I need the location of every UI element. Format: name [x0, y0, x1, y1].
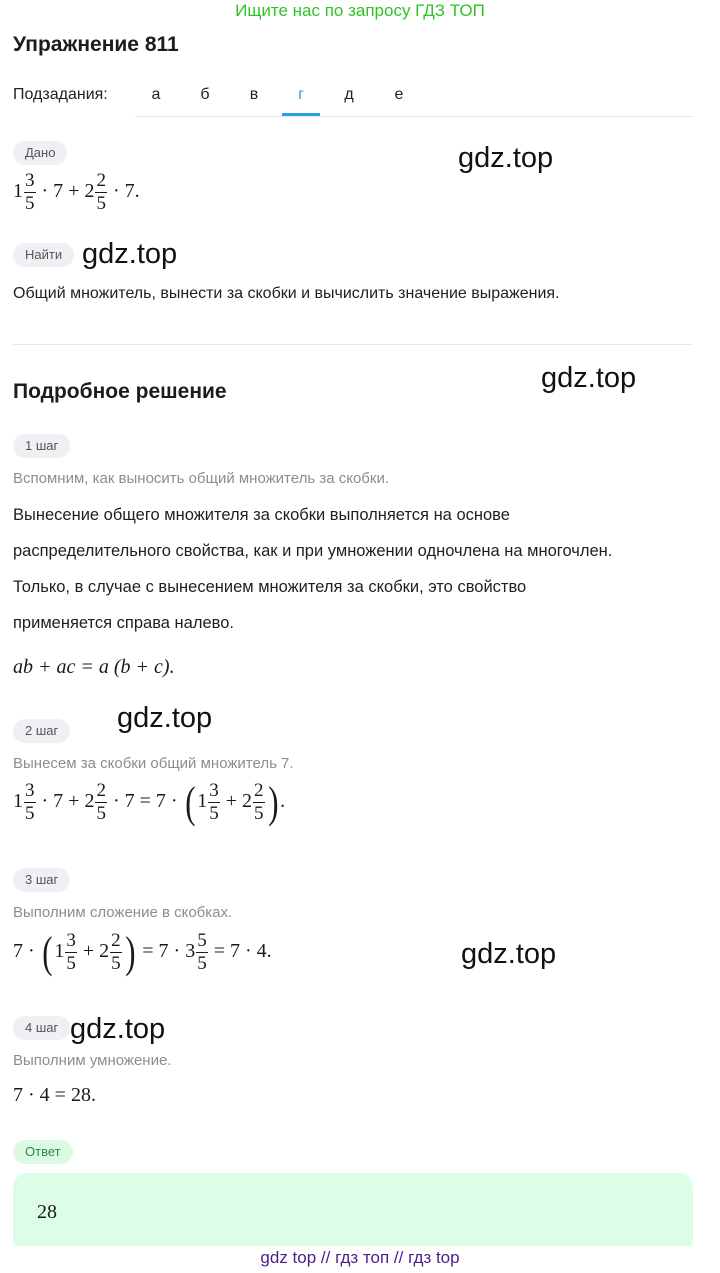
step-2-badge: 2 шаг [13, 719, 70, 743]
watermark: gdz.top [117, 702, 213, 734]
tab-a[interactable]: а [151, 86, 161, 103]
step-3-formula: 7 · ( 1 $\frac{3}{5}$ + 2 $\frac{2}{5}$ ) = 7 · 3 $\frac{5}{5}$ = 7 · 4. [13, 927, 272, 977]
given-fraction-1 [24, 170, 36, 215]
step-3-badge: 3 шаг [13, 868, 70, 892]
find-text: Общий множитель, вынести за скобки и вычислить значение выражения. [13, 285, 560, 302]
step-1-explanation [13, 497, 713, 641]
tab-b[interactable]: б [200, 86, 210, 103]
watermark: gdz.top [458, 142, 554, 174]
page-title: Упражнение 811 [13, 33, 179, 56]
answer-box [13, 1173, 693, 1253]
step-1-line-4: применяется справа налево. [13, 614, 234, 632]
given-fraction-2 [95, 170, 107, 215]
find-badge: Найти [13, 243, 74, 267]
given-fraction-1-num: 3 [25, 170, 35, 191]
active-tab-indicator [282, 113, 320, 116]
step-4-hint: Выполним умножение. [13, 1052, 172, 1069]
subtasks-label: Подзадания: [13, 86, 108, 103]
answer-badge: Ответ [13, 1140, 73, 1164]
watermark: gdz.top [461, 938, 557, 970]
tab-v[interactable]: в [249, 86, 259, 103]
given-fraction-1-den: 5 [25, 193, 35, 214]
step-3-hint: Выполним сложение в скобках. [13, 904, 233, 921]
tab-g[interactable]: г [298, 86, 304, 103]
step-1-line-3: Только, в случае с вынесением множителя за скобки, это свойство [13, 578, 527, 596]
step-1-line-2: распределительного свойства, как и при умножении одночлена на многочлен. [13, 542, 613, 560]
watermark: gdz.top [541, 362, 637, 394]
watermark: gdz.top [70, 1013, 166, 1045]
footer-links[interactable]: gdz top // гдз топ // гдз top [0, 1246, 720, 1273]
given-fraction-2-den: 5 [96, 193, 106, 214]
tab-e[interactable]: е [394, 86, 404, 103]
step-2-hint: Вынесем за скобки общий множитель 7. [13, 755, 294, 772]
step-1-line-1: Вынесение общего множителя за скобки выполняется на основе [13, 506, 510, 524]
step-1-formula: ab + ac = a (b + c). [13, 656, 175, 678]
step-4-badge: 4 шаг [13, 1016, 70, 1040]
step-4-formula: 7 · 4 = 28. [13, 1084, 96, 1106]
watermark: gdz.top [82, 238, 178, 270]
given-whole-1: 1 [13, 180, 23, 203]
given-badge: Дано [13, 141, 67, 165]
given-op: · 7 + 2 [41, 180, 95, 203]
step-2-formula: 1 $\frac{3}{5}$ · 7 + 2 $\frac{2}{5}$ · 7 = 7 · ( 1 $\frac{3}{5}$ + 2 $\frac{2}{5}$ ) . [13, 777, 286, 827]
given-expression [13, 170, 140, 215]
subtasks-tabs [135, 80, 692, 117]
step-1-hint: Вспомним, как выносить общий множитель за скобки. [13, 470, 389, 487]
solution-title: Подробное решение [13, 380, 227, 403]
given-fraction-2-num: 2 [96, 170, 106, 191]
step-1-badge: 1 шаг [13, 434, 70, 458]
tab-d[interactable]: д [344, 86, 354, 103]
answer-value: 28 [37, 1201, 57, 1223]
promo-banner[interactable]: Ищите нас по запросу ГДЗ ТОП [235, 1, 485, 20]
given-tail: · 7. [112, 180, 140, 203]
section-divider [13, 344, 693, 345]
